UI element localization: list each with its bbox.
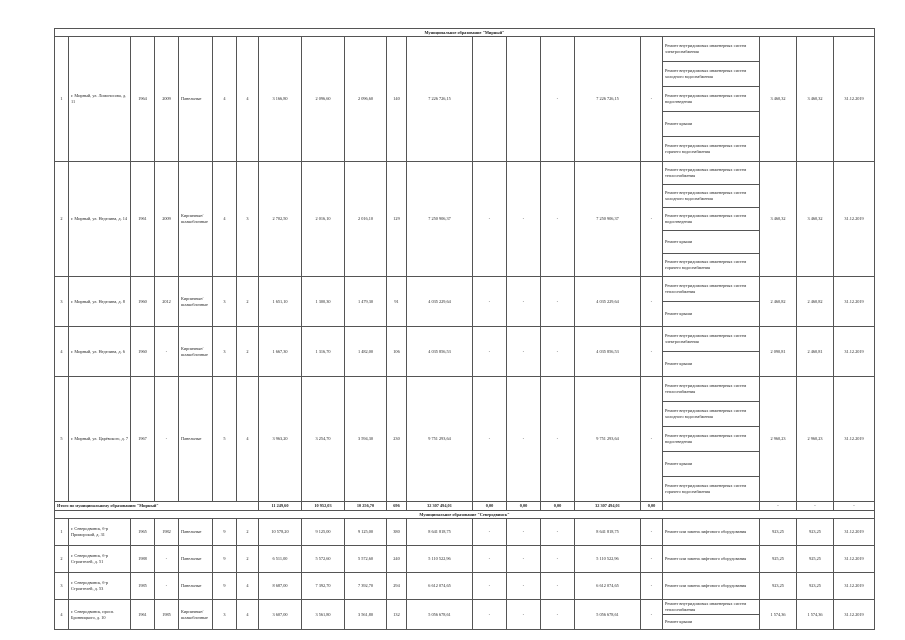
cost-municipal-cell: - xyxy=(507,277,541,327)
year-overhaul-cell: - xyxy=(155,377,179,502)
total-cost-other-cell: 0,00 xyxy=(641,502,663,511)
address-cell: г. Мирный, ул. Неделина, д. 6 xyxy=(69,327,131,377)
work-type-cell: Ремонт внутридомовых инженерных систем холодного водоснабжения xyxy=(663,185,760,208)
max-cost-cell: 2 460,81 xyxy=(797,327,834,377)
table-row xyxy=(55,600,875,615)
year-built-cell: 1988 xyxy=(131,546,155,573)
cost-reserve-cell: - xyxy=(541,600,575,630)
residents-cell: 106 xyxy=(387,327,407,377)
year-overhaul-cell: 2009 xyxy=(155,37,179,162)
total-area-cell: 10 578,20 xyxy=(259,519,302,546)
row-number: 4 xyxy=(55,600,69,630)
cost-total-cell: 7 250 906,37 xyxy=(407,162,473,277)
total-cost-owners-cell: 32 307 494,01 xyxy=(575,502,641,511)
cost-total-cell: 9 751 293,64 xyxy=(407,377,473,502)
cost-subsidy-cell: - xyxy=(473,377,507,502)
residents-cell: 132 xyxy=(387,600,407,630)
entrances-cell: 3 xyxy=(237,162,259,277)
work-type-cell: Ремонт или замена лифтового оборудования xyxy=(663,573,760,600)
section-header-row xyxy=(55,29,875,37)
total-area-premises-cell: 10 952,03 xyxy=(302,502,345,511)
row-number: 1 xyxy=(55,37,69,162)
work-type-cell: Ремонт или замена лифтового оборудования xyxy=(663,519,760,546)
work-type-cell: Ремонт крыши xyxy=(663,231,760,254)
unit-cost-cell: 2 460,82 xyxy=(760,277,797,327)
table-row xyxy=(55,37,875,62)
unit-cost-cell: 3 460,32 xyxy=(760,162,797,277)
total-area-cell: 3 963,20 xyxy=(259,377,302,502)
work-type-cell: Ремонт внутридомовых инженерных систем водоотведения xyxy=(663,208,760,231)
cost-total-cell: 4 035 229,64 xyxy=(407,277,473,327)
cost-municipal-cell: - xyxy=(507,162,541,277)
table-row xyxy=(55,519,875,546)
cost-subsidy-cell: - xyxy=(473,519,507,546)
work-type-cell: Ремонт крыши xyxy=(663,615,760,630)
row-number: 2 xyxy=(55,162,69,277)
work-type-cell: Ремонт внутридомовых инженерных систем водоотведения xyxy=(663,87,760,112)
cost-municipal-cell: - xyxy=(507,573,541,600)
cost-other-cell: - xyxy=(641,600,663,630)
cost-subsidy-cell: - xyxy=(473,546,507,573)
total-cost-total-cell: 32 307 494,01 xyxy=(407,502,473,511)
total-area-cell: 1 651,10 xyxy=(259,277,302,327)
cost-subsidy-cell xyxy=(473,37,507,162)
area-premises-cell: 7 392,70 xyxy=(302,573,345,600)
cost-other-cell: - xyxy=(641,37,663,162)
year-overhaul-cell: - xyxy=(155,546,179,573)
year-built-cell: 1967 xyxy=(131,377,155,502)
cost-municipal-cell: - xyxy=(507,519,541,546)
cost-subsidy-cell: - xyxy=(473,327,507,377)
total-area-cell: 6 511,00 xyxy=(259,546,302,573)
unit-cost-cell: 2 960,23 xyxy=(760,377,797,502)
work-type-cell: Ремонт крыши xyxy=(663,112,760,137)
unit-cost-cell: 923,25 xyxy=(760,519,797,546)
year-overhaul-cell: 1985 xyxy=(155,600,179,630)
cost-other-cell: - xyxy=(641,546,663,573)
unit-cost-cell: 2 090,81 xyxy=(760,327,797,377)
completion-date-cell: 31.12.2019 xyxy=(834,277,875,327)
cost-other-cell: - xyxy=(641,519,663,546)
residents-cell: 240 xyxy=(387,546,407,573)
section-header-row xyxy=(55,511,875,519)
year-built-cell: 1960 xyxy=(131,277,155,327)
max-cost-cell: 3 460,32 xyxy=(797,162,834,277)
area-residential-cell: 1 482,00 xyxy=(345,327,387,377)
cost-municipal-cell: - xyxy=(507,327,541,377)
work-type-cell: Ремонт внутридомовых инженерных систем горячего водоснабжения xyxy=(663,477,760,502)
area-premises-cell: 3 254,70 xyxy=(302,377,345,502)
row-number: 2 xyxy=(55,546,69,573)
residents-cell: 129 xyxy=(387,162,407,277)
area-premises-cell: 1 300,30 xyxy=(302,277,345,327)
total-cost-subsidy-cell: 0,00 xyxy=(473,502,507,511)
total-total-area-cell: 11 249,60 xyxy=(259,502,302,511)
cost-reserve-cell: - xyxy=(541,277,575,327)
address-cell: г. Северодвинск, б-р Строителей, д. 53 xyxy=(69,573,131,600)
cost-owners-cell: 7 226 726,15 xyxy=(575,37,641,162)
cost-reserve-cell: - xyxy=(541,573,575,600)
row-number: 3 xyxy=(55,573,69,600)
wall-material-cell: Кирпичные/ шлакоблочные xyxy=(179,327,213,377)
completion-date-cell: 31.12.2019 xyxy=(834,600,875,630)
cost-owners-cell: 4 035 856,53 xyxy=(575,327,641,377)
completion-date-cell: 31.12.2019 xyxy=(834,573,875,600)
cost-reserve-cell: - xyxy=(541,162,575,277)
area-residential-cell: 2 016,10 xyxy=(345,162,387,277)
year-built-cell: 1985 xyxy=(131,573,155,600)
floors-cell: 4 xyxy=(213,162,237,277)
cost-total-cell: 6 612 074,65 xyxy=(407,573,473,600)
address-cell: г. Мирный, ул. Царёвского, д. 7 xyxy=(69,377,131,502)
total-cost-reserve-cell: 0,00 xyxy=(541,502,575,511)
cost-other-cell: - xyxy=(641,327,663,377)
floors-cell: 9 xyxy=(213,519,237,546)
work-type-cell: Ремонт внутридомовых инженерных систем электроснабжения xyxy=(663,327,760,352)
area-premises-cell: 1 316,70 xyxy=(302,327,345,377)
area-premises-cell: 9 125,00 xyxy=(302,519,345,546)
work-type-cell: Ремонт внутридомовых инженерных систем водоотведения xyxy=(663,427,760,452)
wall-material-cell: Кирпичные/ шлакоблочные xyxy=(179,162,213,277)
entrances-cell: 4 xyxy=(237,600,259,630)
row-number: 1 xyxy=(55,519,69,546)
wall-material-cell: Панельные xyxy=(179,37,213,162)
address-cell: г. Северодвинск, б-р Приморский, д. 31 xyxy=(69,519,131,546)
unit-cost-cell: 3 460,32 xyxy=(760,37,797,162)
work-type-cell: Ремонт крыши xyxy=(663,452,760,477)
year-overhaul-cell: - xyxy=(155,327,179,377)
address-cell: г. Мирный, ул. Неделина, д. 8 xyxy=(69,277,131,327)
cost-subsidy-cell: - xyxy=(473,277,507,327)
unit-cost-cell: 925,25 xyxy=(760,546,797,573)
floors-cell: 4 xyxy=(213,37,237,162)
work-type-cell: Ремонт внутридомовых инженерных систем теплоснабжения xyxy=(663,600,760,615)
floors-cell: 3 xyxy=(213,600,237,630)
work-type-cell: Ремонт внутридомовых инженерных систем электроснабжения xyxy=(663,37,760,62)
area-residential-cell: 9 125,00 xyxy=(345,519,387,546)
max-cost-cell: 925,25 xyxy=(797,546,834,573)
cost-owners-cell: 9 751 293,64 xyxy=(575,377,641,502)
unit-cost-cell: 923,25 xyxy=(760,573,797,600)
floors-cell: 9 xyxy=(213,546,237,573)
residents-cell: 140 xyxy=(387,37,407,162)
cost-subsidy-cell: - xyxy=(473,162,507,277)
residents-cell: 380 xyxy=(387,519,407,546)
entrances-cell: 2 xyxy=(237,277,259,327)
max-cost-cell: 2 960,23 xyxy=(797,377,834,502)
work-type-cell: Ремонт крыши xyxy=(663,352,760,377)
entrances-cell: 4 xyxy=(237,37,259,162)
section-header: Муниципальное образование "Мирный" xyxy=(55,29,875,37)
year-built-cell: 1961 xyxy=(131,600,155,630)
row-number: 3 xyxy=(55,277,69,327)
total-area-cell: 8 687,00 xyxy=(259,573,302,600)
address-cell: г. Мирный, ул. Неделина, д. 14 xyxy=(69,162,131,277)
completion-date-cell: 31.12.2019 xyxy=(834,377,875,502)
table-row xyxy=(55,162,875,185)
cost-total-cell: 5 110 522,96 xyxy=(407,546,473,573)
completion-date-cell: 31.12.2019 xyxy=(834,546,875,573)
residents-cell: 294 xyxy=(387,573,407,600)
completion-date-cell: 31.12.2019 xyxy=(834,519,875,546)
work-type-cell: Ремонт внутридомовых инженерных систем холодного водоснабжения xyxy=(663,402,760,427)
wall-material-cell: Кирпичные/ шлакоблочные xyxy=(179,600,213,630)
max-cost-cell: 3 460,32 xyxy=(797,37,834,162)
area-premises-cell: 5 572,60 xyxy=(302,546,345,573)
entrances-cell: 2 xyxy=(237,327,259,377)
area-residential-cell: 7 392,70 xyxy=(345,573,387,600)
area-residential-cell: 3 594,30 xyxy=(345,377,387,502)
cost-other-cell: - xyxy=(641,573,663,600)
residents-cell: 91 xyxy=(387,277,407,327)
area-residential-cell: 3 561,80 xyxy=(345,600,387,630)
table-row xyxy=(55,277,875,302)
floors-cell: 3 xyxy=(213,277,237,327)
total-row xyxy=(55,502,875,511)
total-residents-cell: 696 xyxy=(387,502,407,511)
max-cost-cell: 923,25 xyxy=(797,573,834,600)
total-max-cost-cell: - xyxy=(797,502,834,511)
completion-date-cell: 31.12.2019 xyxy=(834,37,875,162)
cost-other-cell: - xyxy=(641,377,663,502)
table-row xyxy=(55,546,875,573)
total-cost-municipal-cell: 0,00 xyxy=(507,502,541,511)
address-cell: г. Северодвинск, просп. Бронницкого, д. 10 xyxy=(69,600,131,630)
cost-municipal-cell: - xyxy=(507,377,541,502)
total-area-cell: 1 667,30 xyxy=(259,327,302,377)
area-residential-cell: 1 479,30 xyxy=(345,277,387,327)
section-header: Муниципальное образование "Северодвинск" xyxy=(55,511,875,519)
floors-cell: 5 xyxy=(213,377,237,502)
work-type-cell: Ремонт внутридомовых инженерных систем горячего водоснабжения xyxy=(663,137,760,162)
total-unit-cost-cell: - xyxy=(760,502,797,511)
area-residential-cell: 5 572,60 xyxy=(345,546,387,573)
work-type-cell: Ремонт внутридомовых инженерных систем теплоснабжения xyxy=(663,277,760,302)
cost-municipal-cell: - xyxy=(507,600,541,630)
cost-owners-cell: 4 035 229,64 xyxy=(575,277,641,327)
work-type-cell: Ремонт внутридомовых инженерных систем горячего водоснабжения xyxy=(663,254,760,277)
row-number: 5 xyxy=(55,377,69,502)
year-built-cell: 1964 xyxy=(131,37,155,162)
wall-material-cell: Панельные xyxy=(179,519,213,546)
cost-reserve-cell: - xyxy=(541,546,575,573)
wall-material-cell: Панельные xyxy=(179,546,213,573)
cost-reserve-cell: - xyxy=(541,37,575,162)
cost-subsidy-cell: - xyxy=(473,573,507,600)
area-premises-cell: 3 561,80 xyxy=(302,600,345,630)
entrances-cell: 2 xyxy=(237,519,259,546)
cost-other-cell: - xyxy=(641,277,663,327)
table-body xyxy=(55,29,875,630)
max-cost-cell: 2 460,82 xyxy=(797,277,834,327)
row-number: 4 xyxy=(55,327,69,377)
wall-material-cell: Кирпичные/ шлакоблочные xyxy=(179,277,213,327)
area-premises-cell: 2 016,10 xyxy=(302,162,345,277)
cost-total-cell: 7 226 726,15 xyxy=(407,37,473,162)
total-area-residential-cell: 10 256,70 xyxy=(345,502,387,511)
address-cell: г. Мирный, ул. Ломоносова, д. 11 xyxy=(69,37,131,162)
cost-owners-cell: 7 250 906,37 xyxy=(575,162,641,277)
completion-date-cell: 31.12.2019 xyxy=(834,327,875,377)
year-overhaul-cell: 1982 xyxy=(155,519,179,546)
cost-subsidy-cell: - xyxy=(473,600,507,630)
cost-municipal-cell xyxy=(507,37,541,162)
work-type-cell: Ремонт внутридомовых инженерных систем холодного водоснабжения xyxy=(663,62,760,87)
year-built-cell: 1960 xyxy=(131,327,155,377)
max-cost-cell: 923,25 xyxy=(797,519,834,546)
work-type-cell: Ремонт внутридомовых инженерных систем теплоснабжения xyxy=(663,162,760,185)
area-residential-cell: 2 096,60 xyxy=(345,37,387,162)
area-premises-cell: 2 096,60 xyxy=(302,37,345,162)
table-row xyxy=(55,327,875,352)
floors-cell: 9 xyxy=(213,573,237,600)
cost-reserve-cell: - xyxy=(541,327,575,377)
cost-municipal-cell: - xyxy=(507,546,541,573)
table-row xyxy=(55,377,875,402)
year-overhaul-cell: - xyxy=(155,573,179,600)
total-work-type-cell xyxy=(663,502,760,511)
cost-owners-cell: 6 612 074,65 xyxy=(575,573,641,600)
table-row xyxy=(55,573,875,600)
year-overhaul-cell: 2009 xyxy=(155,162,179,277)
year-overhaul-cell: 2012 xyxy=(155,277,179,327)
cost-total-cell: 5 056 678,61 xyxy=(407,600,473,630)
total-area-cell: 3 166,80 xyxy=(259,37,302,162)
total-completion-date-cell: - xyxy=(834,502,875,511)
year-built-cell: 1965 xyxy=(131,519,155,546)
total-area-cell: 2 702,50 xyxy=(259,162,302,277)
address-cell: г. Северодвинск, б-р Строителей, д. 51 xyxy=(69,546,131,573)
cost-owners-cell: 5 056 678,61 xyxy=(575,600,641,630)
work-type-cell: Ремонт крыши xyxy=(663,302,760,327)
cost-total-cell: 4 035 856,53 xyxy=(407,327,473,377)
work-type-cell: Ремонт или замена лифтового оборудования xyxy=(663,546,760,573)
cost-other-cell: - xyxy=(641,162,663,277)
total-area-cell: 3 607,00 xyxy=(259,600,302,630)
unit-cost-cell: 1 574,36 xyxy=(760,600,797,630)
entrances-cell: 4 xyxy=(237,377,259,502)
cost-reserve-cell: - xyxy=(541,377,575,502)
cost-owners-cell: 8 641 818,75 xyxy=(575,519,641,546)
wall-material-cell: Панельные xyxy=(179,377,213,502)
work-type-cell: Ремонт внутридомовых инженерных систем теплоснабжения xyxy=(663,377,760,402)
completion-date-cell: 31.12.2019 xyxy=(834,162,875,277)
entrances-cell: 4 xyxy=(237,573,259,600)
total-label: Итого по муниципальному образованию "Мирный" xyxy=(55,502,259,511)
max-cost-cell: 1 574,36 xyxy=(797,600,834,630)
wall-material-cell: Панельные xyxy=(179,573,213,600)
cost-owners-cell: 5 110 522,96 xyxy=(575,546,641,573)
capital-repair-table xyxy=(54,28,875,630)
year-built-cell: 1961 xyxy=(131,162,155,277)
entrances-cell: 2 xyxy=(237,546,259,573)
cost-total-cell: 8 641 818,75 xyxy=(407,519,473,546)
residents-cell: 230 xyxy=(387,377,407,502)
cost-reserve-cell: - xyxy=(541,519,575,546)
floors-cell: 3 xyxy=(213,327,237,377)
